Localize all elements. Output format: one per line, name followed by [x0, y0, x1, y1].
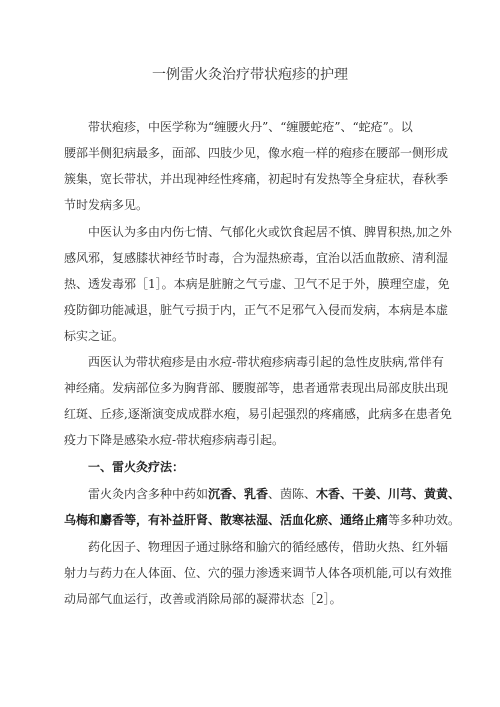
section-heading: 一、雷火灸疗法： [88, 460, 185, 474]
paragraph-line: 带状疱疹，中医学称为“缠腰火丹”、“缠腰蛇疮”、“蛇疮”。以 [88, 120, 413, 134]
paragraph-line: 簇集，宽长带状，并出现神经性疼痛，初起时有发热等全身症状，春秋季 [64, 172, 449, 186]
document-title: 一例雷火灸治疗带状疱疹的护理 [152, 67, 348, 83]
paragraph-line: 节时发病多见。 [64, 198, 149, 212]
paragraph-line: 中医认为多由内伤七情、气郁化火或饮食起居不慎、脾胃积热,加之外 [88, 225, 452, 239]
paragraph-line: 热、透发毒邪［1］。本病是脏腑之气亏虚、卫气不足于外，膜理空虚，免 [64, 277, 450, 291]
paragraph-line: 射力与药力在人体面、位、穴的强力渗透来调节人体各项机能,可以有效推 [64, 566, 452, 580]
paragraph-line: 疫力下降是感染水痘-带状疱疹病毒引起。 [64, 433, 285, 447]
paragraph-line: 腰部半侧犯病最多，面部、四肢少见，像水疱一样的疱疹在腰部一侧形成 [64, 146, 449, 160]
paragraph-line: 感风邪，复感膝状神经节时毒，合为湿热瘀毒，宜治以活血散瘀、清利湿 [64, 251, 449, 265]
herb-names-bold: 木香、干姜、川芎、黄黄、 [316, 487, 461, 501]
paragraph-line: 疫防御功能减退，脏气亏损于内，正气不足邪气入侵而发病，本病是本虚 [64, 303, 449, 317]
paragraph-line: 标实之证。 [64, 329, 125, 343]
paragraph-line: 动局部气血运行，改善或消除局部的凝滞状态［2］。 [64, 592, 342, 606]
paragraph-line [64, 513, 461, 527]
paragraph-line: 药化因子、物理因子通过脉络和腧穴的循经感传，借助火热、红外辐 [88, 540, 449, 554]
text-run: 雷火灸内含多种中药如 [88, 487, 209, 501]
herb-names-bold: 沉香、乳香 [208, 487, 269, 501]
text-run: 等多种功效。 [388, 513, 461, 527]
herb-names-bold: 乌梅和麝香等，有补益肝肾、散寒祛湿、活血化瘀、通络止痛 [64, 513, 389, 527]
paragraph-line: 西医认为带状疱疹是由水痘-带状疱疹病毒引起的急性皮肤病,常伴有 [88, 355, 444, 369]
text-run: 、茵陈、 [268, 487, 317, 501]
paragraph-line: 红斑、丘疹,逐渐演变成成群水疱，易引起强烈的疼痛感，此病多在患者免 [64, 407, 452, 421]
paragraph-line [88, 487, 461, 501]
paragraph-line: 神经痛。发病部位多为胸背部、腰腹部等，患者通常表现出局部皮肤出现 [64, 381, 449, 395]
